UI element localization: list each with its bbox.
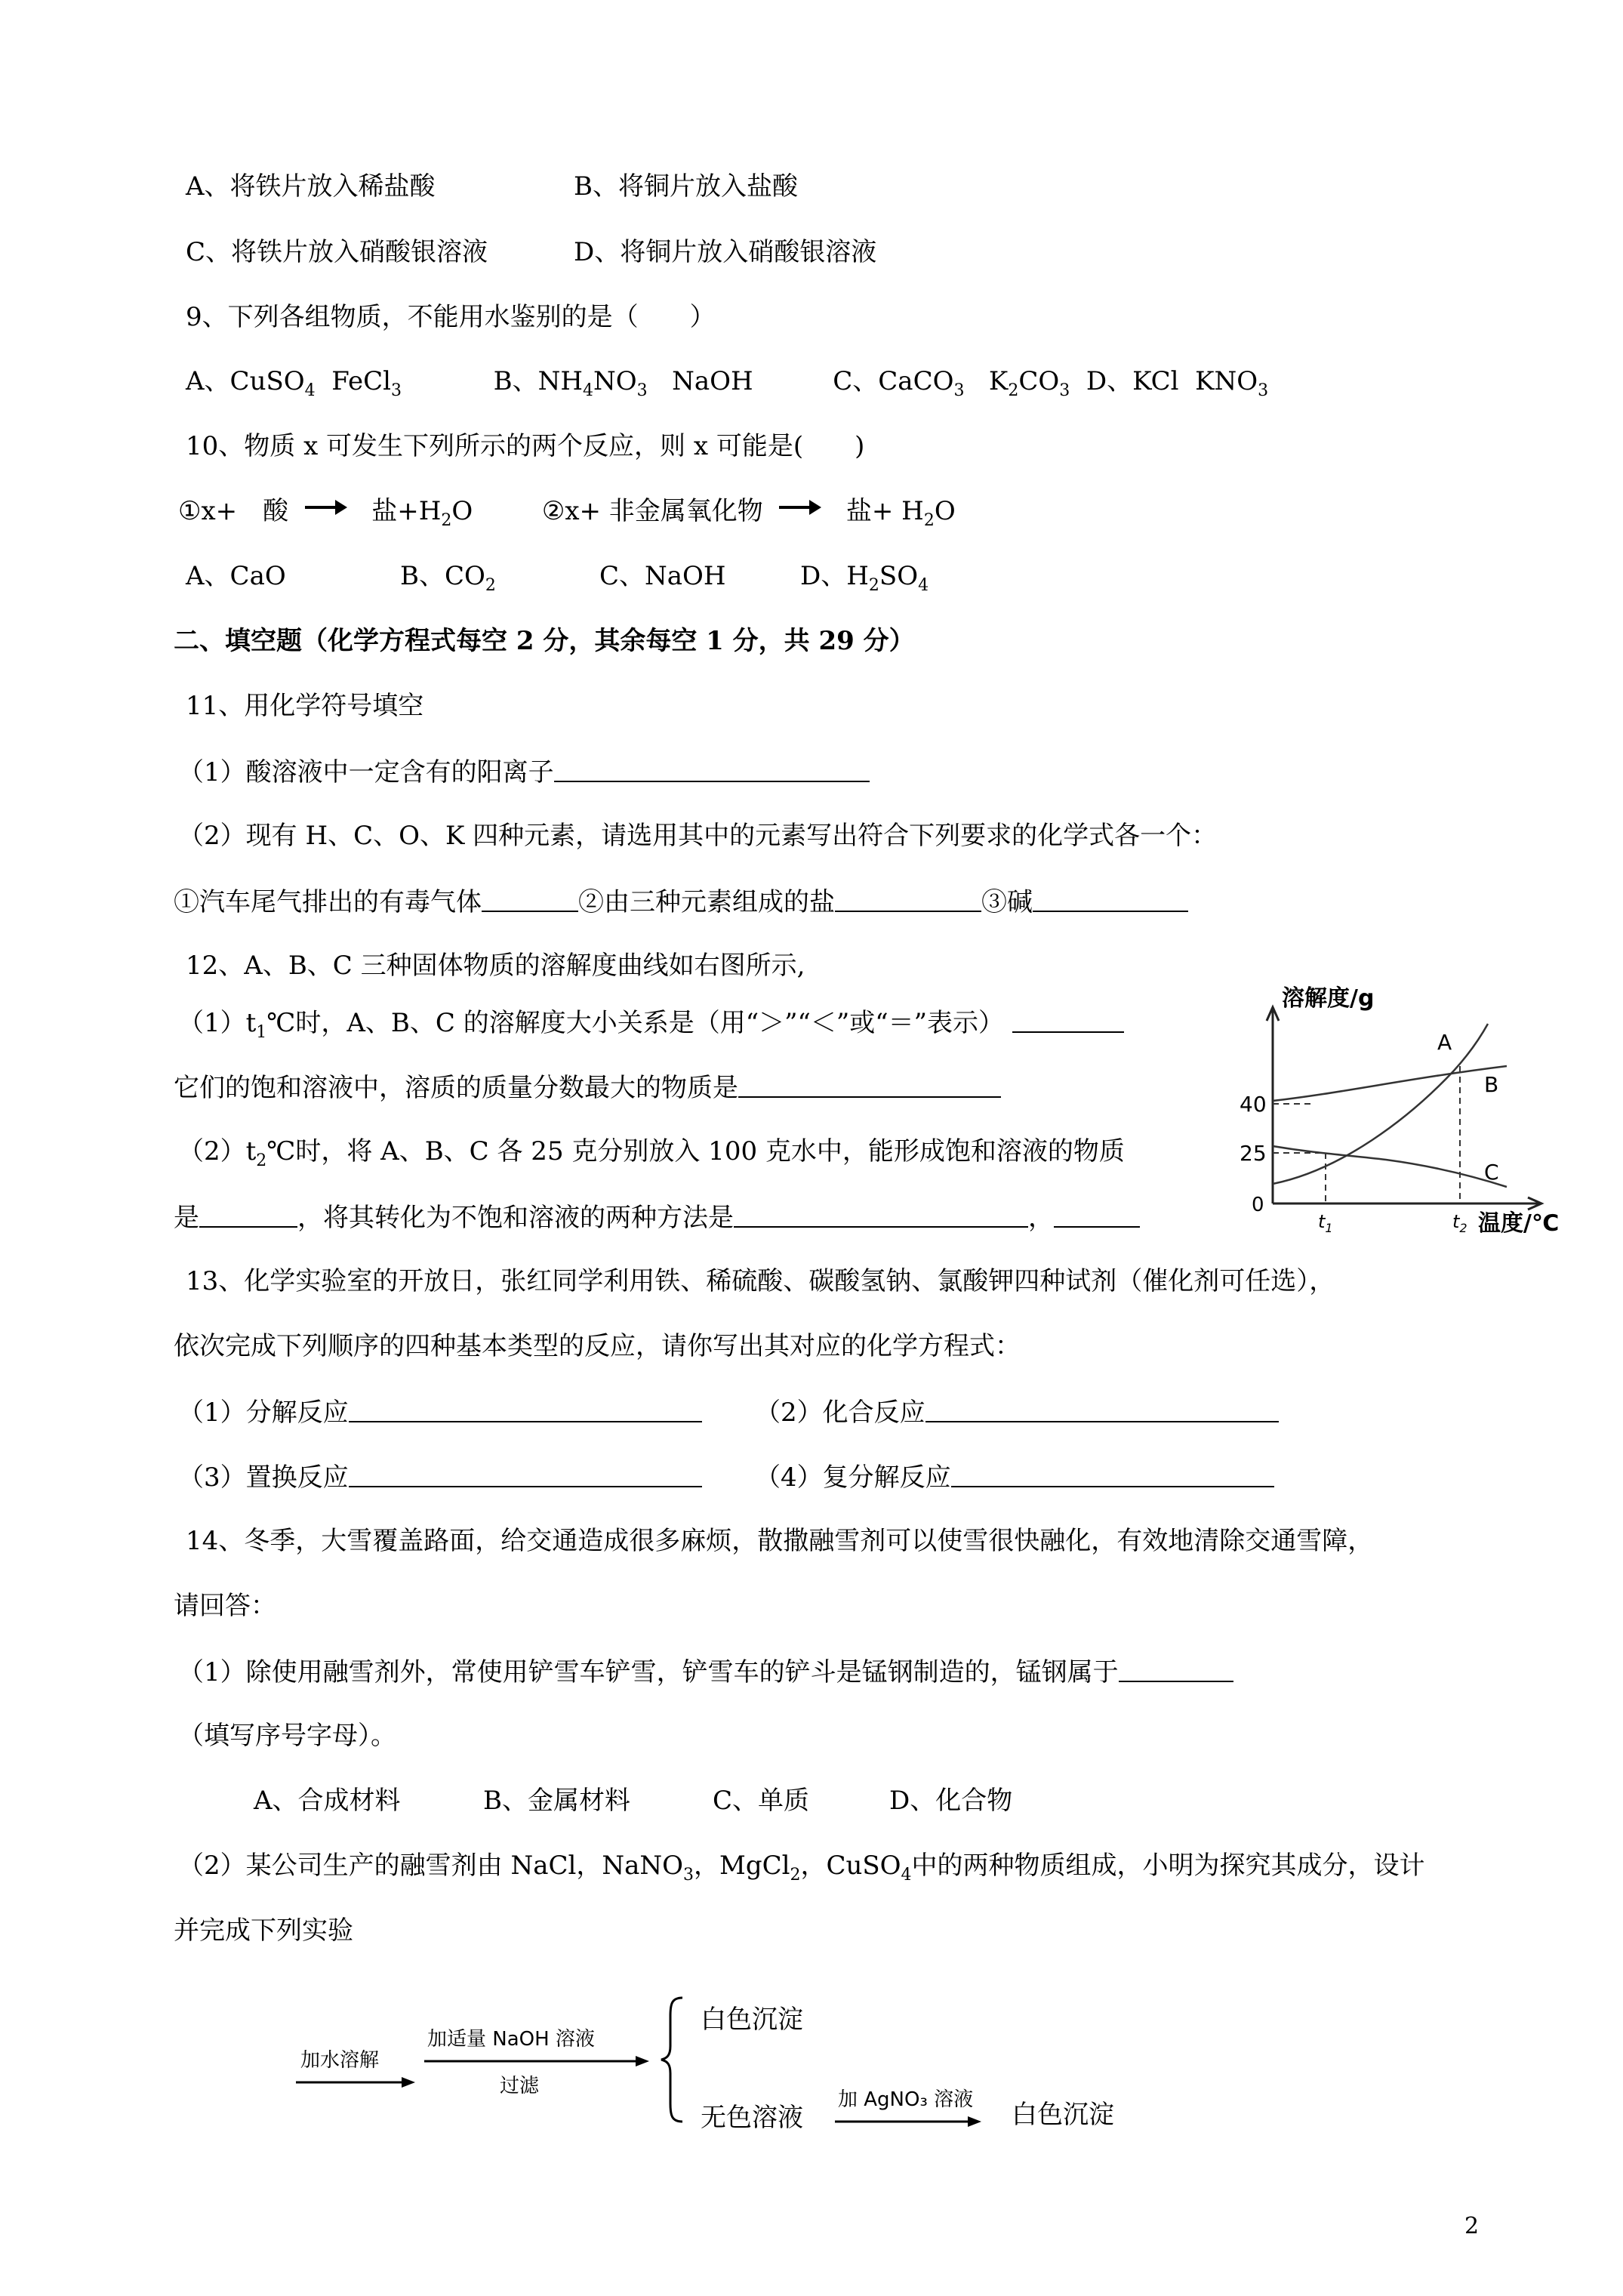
q10-option-d: D、$H_2SO_4$	[800, 561, 929, 595]
flow-arrow-2	[424, 2055, 651, 2070]
q13-part4: （4）复分解反应	[755, 1463, 1274, 1490]
answer-blank[interactable]	[734, 1203, 1028, 1228]
solubility-chart	[1235, 982, 1560, 1238]
chart-ylabel: 溶解度/g	[1282, 985, 1375, 1012]
q13-part1: （1）分解反应	[178, 1398, 702, 1425]
q13-part3: （3）置换反应	[178, 1463, 702, 1490]
q12-part2: $(2)t_2℃$时，将 A、B、C 各 25 克分别放入 100 克水中，能形成饱和溶液的物质	[178, 1136, 1125, 1170]
answer-blank[interactable]	[349, 1398, 702, 1422]
answer-blank[interactable]	[199, 1203, 297, 1228]
q14-stem-1: 14、冬季，大雪覆盖路面，给交通造成很多麻烦，散撒融雪剂可以使雪很快融化，有效地清除交通雪障，	[186, 1526, 1374, 1556]
q10-option-b: B、$CO_2$	[400, 561, 496, 595]
q8-option-c: C、将铁片放入硝酸银溶液	[186, 237, 488, 267]
answer-blank[interactable]	[349, 1463, 702, 1487]
q9-stem: 9、下列各组物质，不能用水鉴别的是（ ）	[186, 302, 716, 332]
flow-out-white-precipitate: 白色沉淀	[701, 2005, 803, 2035]
q13-stem-1: 13、化学实验室的开放日，张红同学利用铁、稀硫酸、碳酸氢钠、氯酸钾四种试剂（催化剂可任选），	[186, 1266, 1335, 1296]
chart-label-a: A	[1437, 1030, 1452, 1055]
chart-tick-t1: $t_1$	[1318, 1211, 1333, 1235]
flow-step-dissolve: 加水溶解	[300, 2049, 380, 2072]
q12-part1: $(1)t_1℃$时，A、B、C 的溶解度大小关系是（用“＞”“＜”或“＝”表示）	[178, 1009, 1124, 1036]
flow-arrow-1	[296, 2076, 417, 2091]
q8-option-d: D、将铜片放入硝酸银溶液	[574, 237, 877, 267]
q9-options: A、CuSO$_4$ FeCl$_3$ B、$NH_4NO_3$ NaOH C、CaCO$_3$ $K_2CO_3$ D、KCl $KNO_3$	[186, 366, 1269, 400]
q14-part1-cont: （填写序号字母）。	[178, 1721, 396, 1751]
q11-part3: ①汽车尾气排出的有毒气体 ②由三种元素组成的盐 ③碱	[174, 888, 1188, 915]
flow-step-naoh: 加适量 NaOH 溶液	[427, 2028, 595, 2051]
answer-blank[interactable]	[482, 888, 578, 912]
q10-stem: 10、物质 x 可发生下列所示的两个反应，则 x 可能是( )	[186, 431, 865, 461]
flow-out-white-precipitate-2: 白色沉淀	[1012, 2100, 1114, 2130]
answer-blank[interactable]	[1054, 1203, 1140, 1228]
q14-part1: （1）除使用融雪剂外，常使用铲雪车铲雪，铲雪车的铲斗是锰钢制造的，锰钢属于	[178, 1658, 1233, 1685]
q13-stem-2: 依次完成下列顺序的四种基本类型的反应，请你写出其对应的化学方程式：	[174, 1331, 1021, 1361]
answer-blank[interactable]	[835, 888, 981, 912]
q8-option-b: B、将铜片放入盐酸	[574, 171, 798, 202]
answer-blank[interactable]	[738, 1074, 1001, 1098]
answer-blank[interactable]	[1033, 888, 1188, 912]
q14-option-a: A、合成材料	[254, 1786, 401, 1816]
q14-option-c: C、单质	[713, 1786, 810, 1816]
answer-blank[interactable]	[1012, 1009, 1124, 1033]
q10-reactions: ①x+ 酸 盐$+H_2O$ ②x+ 非金属氧化物 盐+ $H_2O$	[178, 496, 956, 530]
q10-option-c: C、NaOH	[599, 561, 726, 591]
flow-brace	[658, 1993, 688, 2126]
q14-option-d: D、化合物	[889, 1786, 1013, 1816]
q10-option-a: A、CaO	[186, 561, 286, 591]
answer-blank[interactable]	[925, 1398, 1279, 1422]
q14-stem-2: 请回答：	[174, 1591, 276, 1621]
q11-stem: 11、用化学符号填空	[186, 691, 424, 721]
q12-part1-cont: 它们的饱和溶液中，溶质的质量分数最大的物质是	[174, 1074, 1001, 1101]
q11-part2: （2）现有 H、C、O、K 四种元素，请选用其中的元素写出符合下列要求的化学式各一个：	[178, 821, 1218, 851]
arrow-icon	[305, 500, 347, 515]
q12-stem: 12、A、B、C 三种固体物质的溶解度曲线如右图所示,	[186, 951, 805, 981]
q11-part1: （1）酸溶液中一定含有的阳离子	[178, 758, 870, 785]
chart-tick-40: 40	[1240, 1092, 1267, 1117]
section-title: 二、填空题（化学方程式每空 2 分，其余每空 1 分，共 29 分）	[174, 626, 915, 656]
curve-b	[1273, 1066, 1507, 1101]
q13-part2: （2）化合反应	[755, 1398, 1279, 1425]
chart-origin: 0	[1252, 1194, 1264, 1216]
chart-label-b: B	[1484, 1072, 1499, 1097]
q12-part2-cont: 是 ，将其转化为不饱和溶液的两种方法是 ，	[174, 1203, 1140, 1231]
chart-tick-t2: $t_2$	[1452, 1211, 1467, 1235]
flow-step-filter: 过滤	[500, 2075, 540, 2097]
chart-tick-25: 25	[1240, 1141, 1267, 1166]
chart-label-c: C	[1484, 1160, 1499, 1185]
q14-part2-cont: 并完成下列实验	[174, 1915, 353, 1946]
page-number: 2	[1464, 2213, 1480, 2239]
answer-blank[interactable]	[951, 1463, 1274, 1487]
flow-out-colorless-solution: 无色溶液	[701, 2103, 803, 2133]
q8-option-a: A、将铁片放入稀盐酸	[186, 171, 436, 202]
q14-part2: （2）某公司生产的融雪剂由 NaCl，NaNO$_3$，MgCl$_2$，CuSO$_4$中的两种物质组成，小明为探究其成分，设计	[178, 1851, 1425, 1885]
answer-blank[interactable]	[554, 758, 870, 782]
q14-option-b: B、金属材料	[483, 1786, 630, 1816]
arrow-icon	[779, 500, 821, 515]
chart-xlabel: 温度/℃	[1478, 1210, 1560, 1237]
flow-step-agno3: 加 AgNO₃ 溶液	[838, 2088, 974, 2111]
flow-arrow-3	[835, 2116, 983, 2131]
answer-blank[interactable]	[1119, 1658, 1233, 1682]
